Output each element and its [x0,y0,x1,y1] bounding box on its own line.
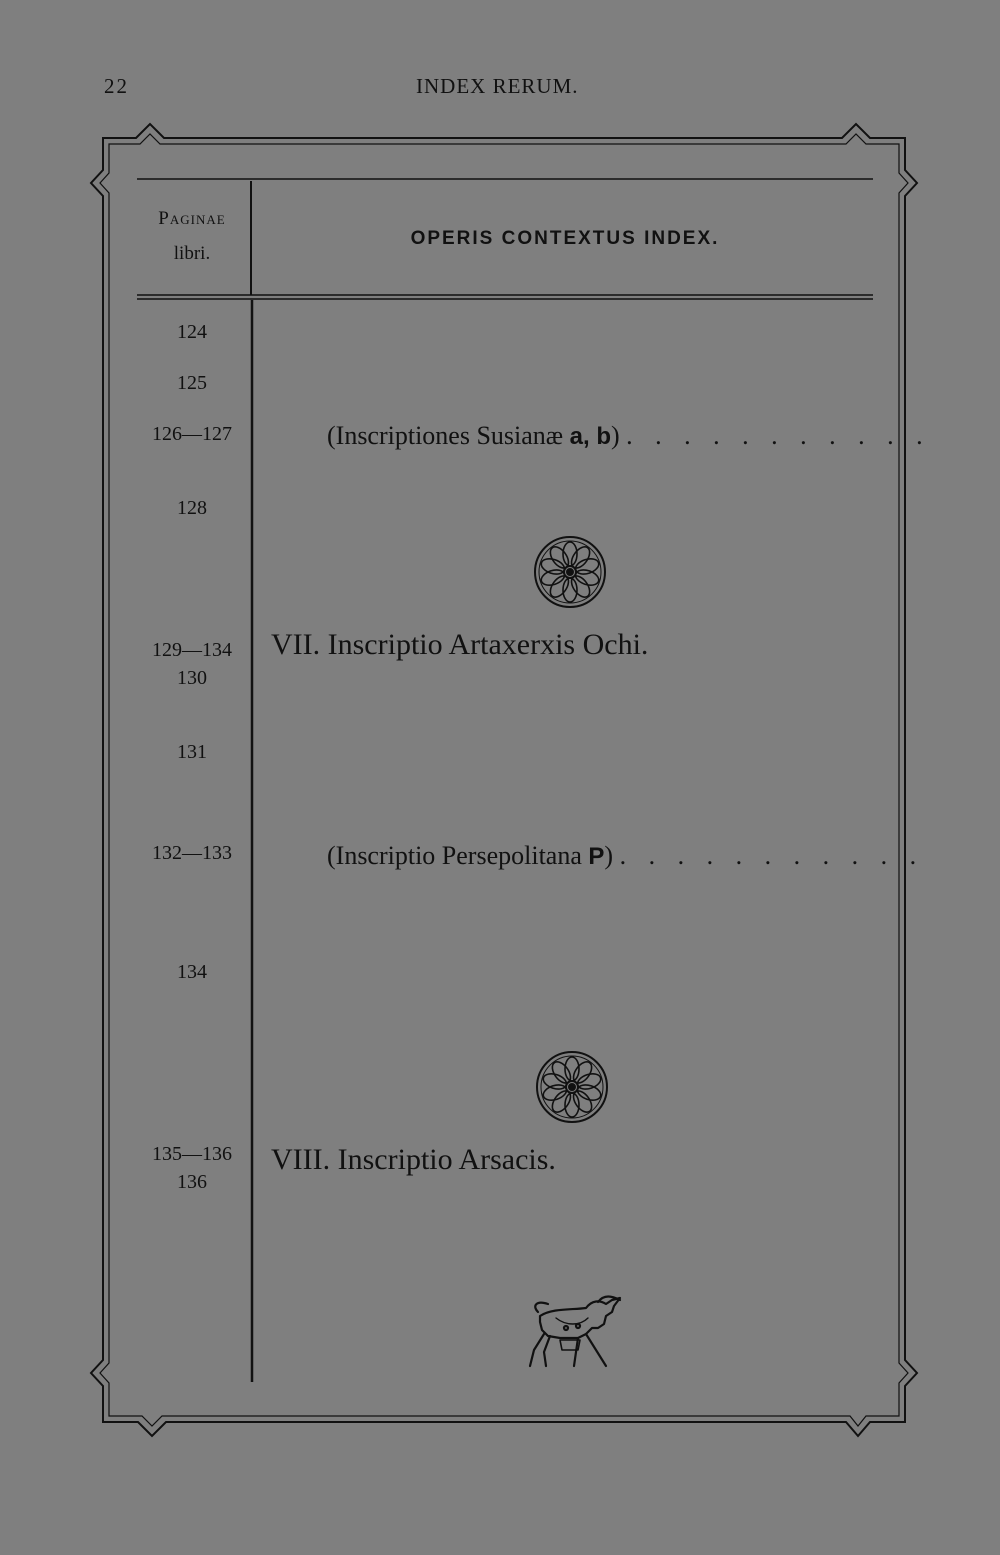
section-heading-vii: VII. Inscriptio Artaxerxis Ochi. [271,628,649,661]
entry-close-paren: ) [604,841,614,870]
entry-inscriptio-persepolitana [327,840,924,873]
entry-text: (Inscriptio Persepolitana [327,841,589,870]
entry-close-paren: ) [611,421,620,450]
entry-inscriptiones-susianae [327,420,931,453]
section-heading-viii: VIII. Inscriptio Arsacis. [271,1143,556,1176]
running-head: INDEX RERUM. [416,74,579,98]
column-header-paginae: Paginae [158,208,226,229]
page-ref: 135—136 [152,1143,232,1165]
page-number: 22 [104,74,129,98]
entry-bold-letter: P [588,843,605,870]
page-ref: 131 [177,741,207,763]
page-ref: 136 [177,1171,207,1193]
entry-bold-letters: a, b [569,423,611,450]
rosette-icon [537,1052,607,1122]
page-ref: 130 [177,667,207,689]
rosette-icon [535,537,605,607]
page-ref: 129—134 [152,639,232,661]
entry-text: (Inscriptiones Susianæ [327,421,570,450]
page-ref: 134 [177,961,207,983]
column-header-index: OPERIS CONTEXTUS INDEX. [410,228,720,249]
page-ref: 126—127 [152,423,232,445]
page-ref: 132—133 [152,842,232,864]
page-ref: 128 [177,497,207,519]
page-ref: 125 [177,372,207,394]
bull-icon [530,1297,620,1367]
page-ref: 124 [177,321,207,343]
leader-dots: . . . . . . . . . . . [619,841,925,870]
column-header-libri: libri. [173,243,211,264]
leader-dots: . . . . . . . . . . . [626,421,931,450]
